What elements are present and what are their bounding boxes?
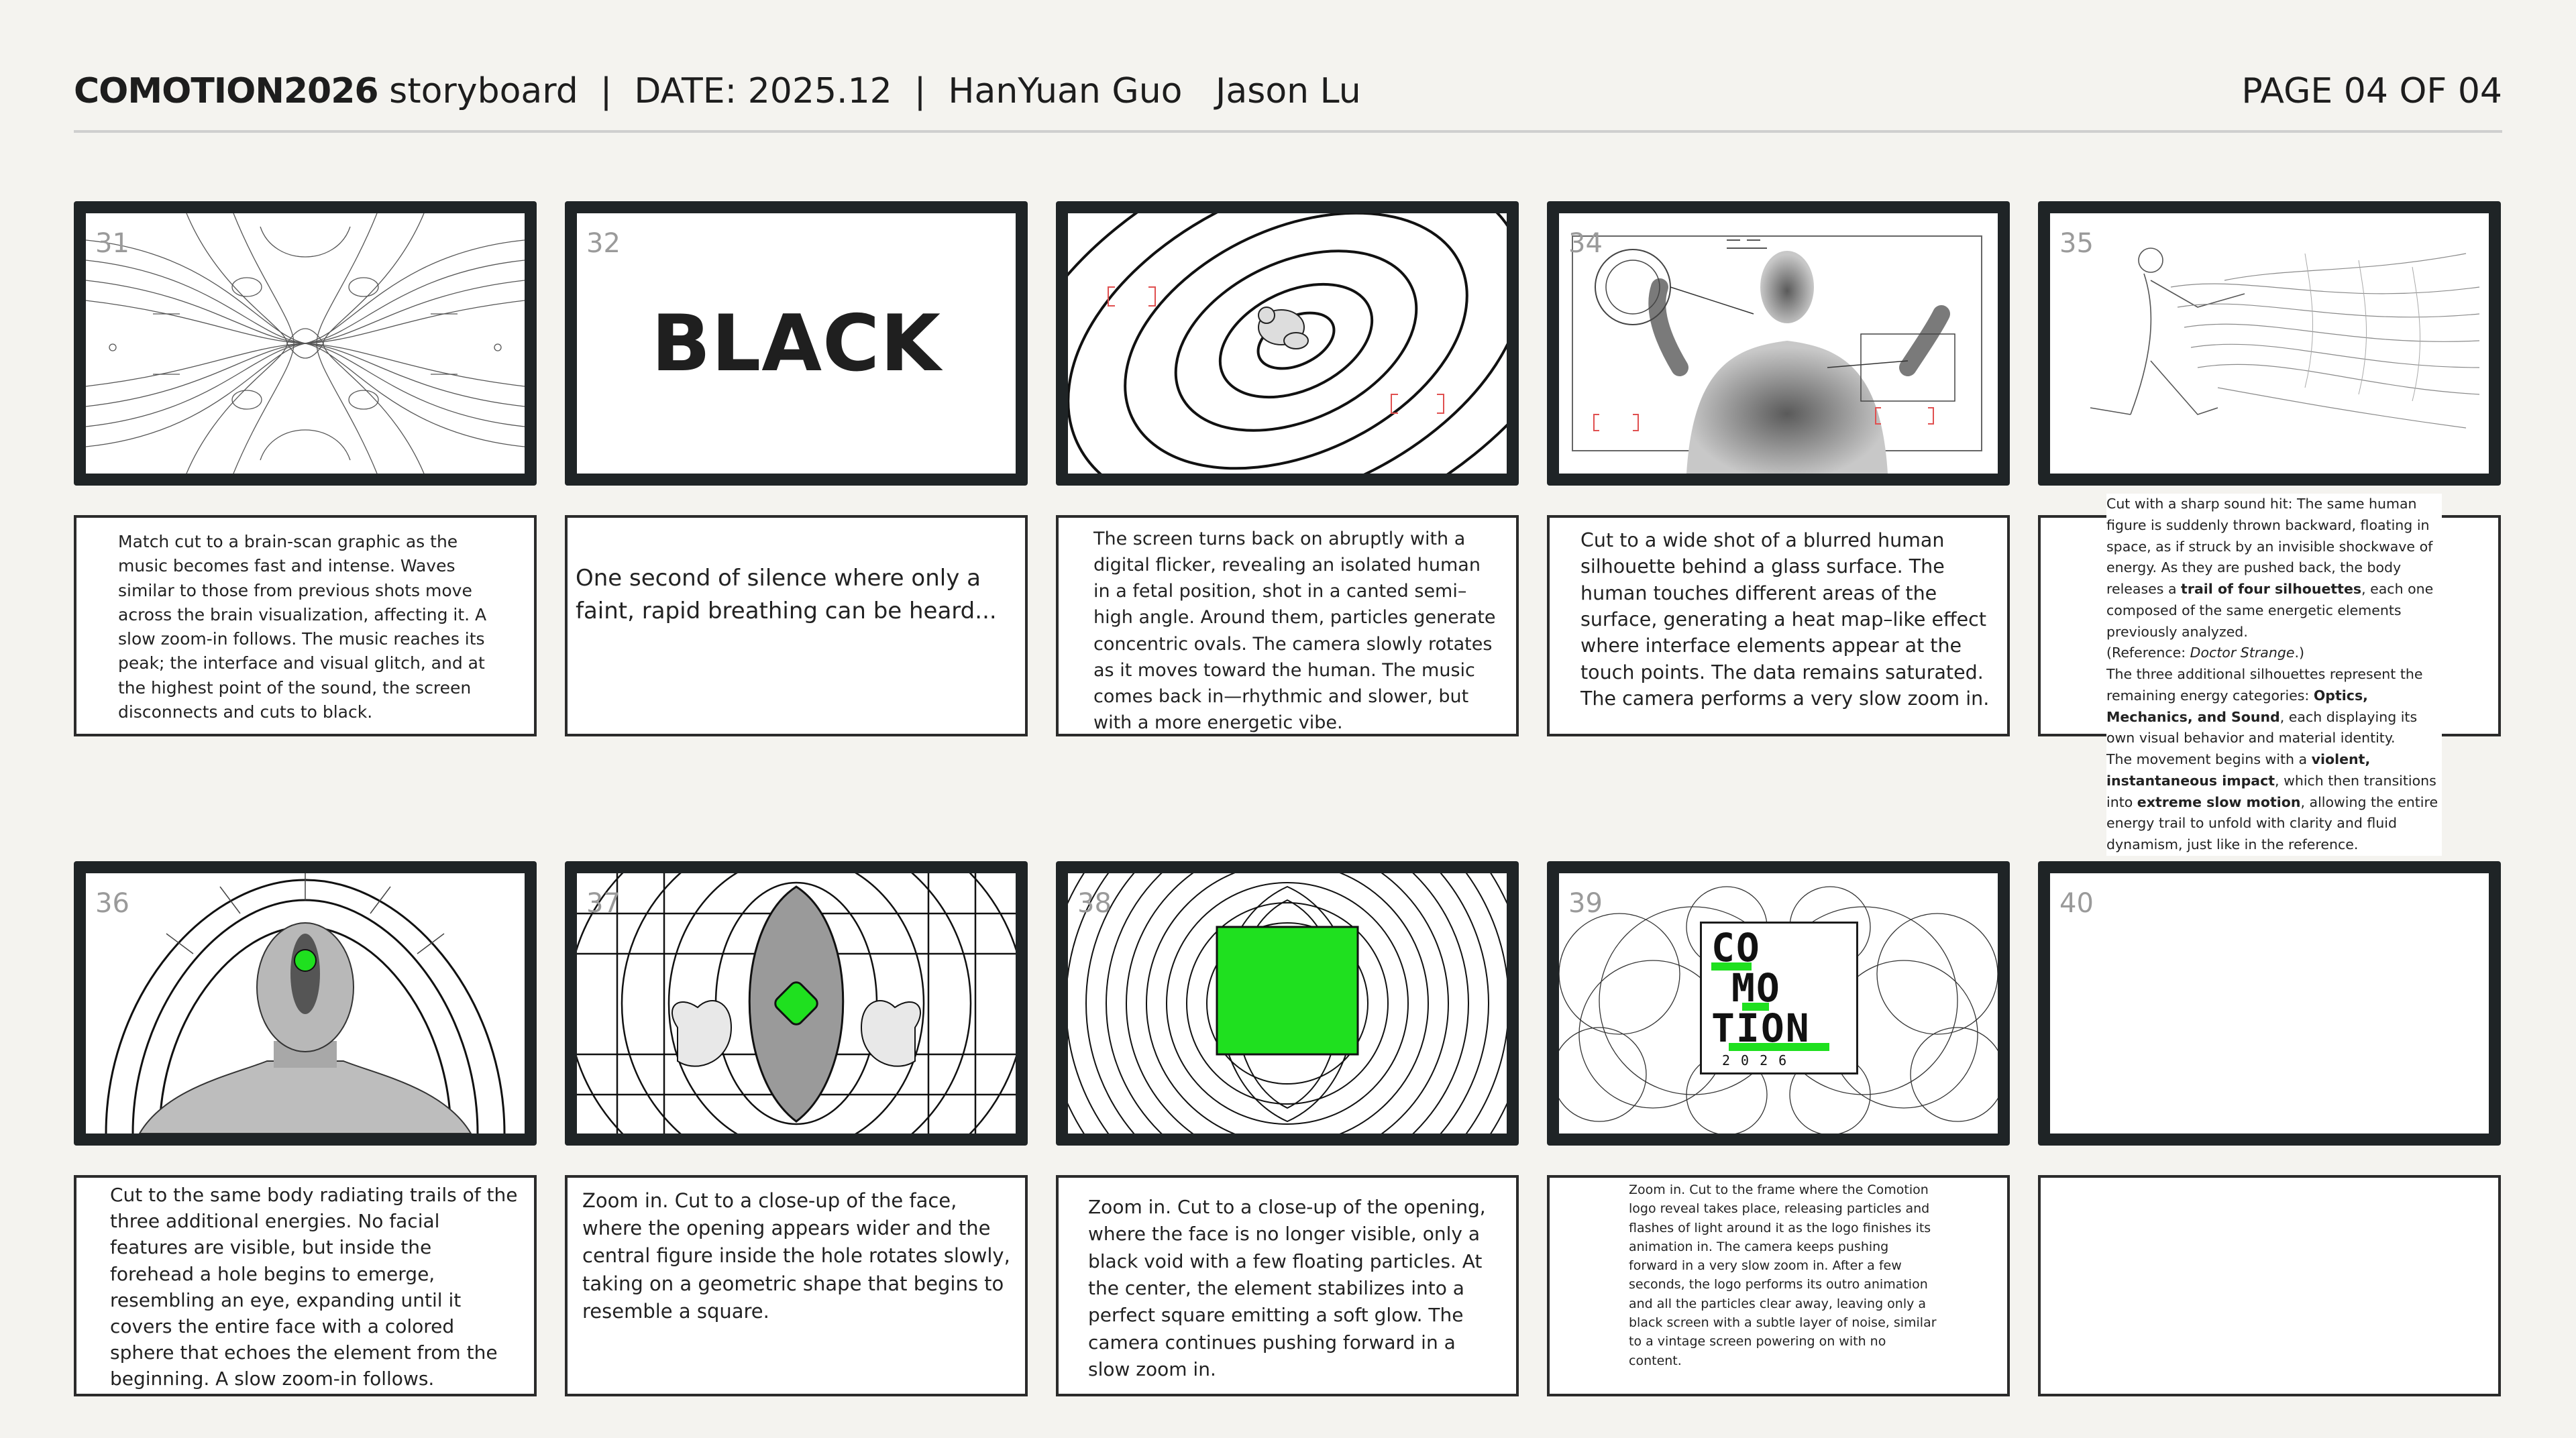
panel-32-caption [565,515,1028,736]
panel-number: 32 [586,228,621,259]
panel-36-frame [74,861,537,1146]
panel-35-frame [2038,201,2501,486]
panel-number: 39 [1568,888,1603,919]
panel-number: 35 [2059,228,2094,259]
panel-34-caption [1547,515,2010,736]
panel-36-screen [86,873,525,1133]
panel-36-caption [74,1175,537,1396]
panel-37-caption [565,1175,1028,1396]
panel-37-screen [577,873,1016,1133]
panel-40-frame [2038,861,2501,1146]
face-opening-illustration [577,873,1016,1133]
panel-number: 40 [2059,888,2094,919]
panel-37-frame [565,861,1028,1146]
panel-35-caption-text: Cut with a sharp sound hit: The same human figure is suddenly thrown backward, floating in space, as if struck by an invisible shockwave of energy. As they are pushed back, the body releases a trail of four silhouettes, each one composed of the same energetic elements previously analyzed. (Reference: Doctor Strange.) The three additional silhouettes represent the remaining energy categories: Optics, Mechanics, and Sound, each displaying its own visual behavior and material identity. The movement begins with a violent, instantaneous impact, which then transitions into extreme slow motion, allowing the entire energy trail to unfold with clarity and fluid dynamism, just like in the reference. [2106,494,2442,856]
caption-text: Match cut to a brain-scan graphic as the music becomes fast and intense. Waves similar to those from previous shots move across the brain visualization, affecting it. A slow zoom-in follows. The music reaches its peak; the interface and visual glitch, and at the highest point of the sound, the screen disconnects and cuts to black. [118,532,487,722]
panel-39-screen [1559,873,1998,1133]
project-brand: COMOTION2026 [74,71,378,111]
caption-text: Zoom in. Cut to a close-up of the face, where the opening appears wider and the central figure inside the hole rotates slowly, taking on a geometric shape that begins to resemble a square. [582,1189,1010,1323]
panel-number: 34 [1568,228,1603,259]
logo-line-3: TION [1711,1005,1811,1051]
header-left [74,71,1361,111]
panel-number: 38 [1077,888,1112,919]
panel-38-frame [1056,861,1519,1146]
panel-35-screen [2050,213,2489,474]
caption-text: Cut to a wide shot of a blurred human silhouette behind a glass surface. The human touches different areas of the surface, generating a heat map–like effect where interface elements appear at the touch points. The data remains saturated. The camera performs a very slow zoom in. [1580,529,1990,710]
silhouette-glass-illustration [1559,213,1998,474]
header-divider [74,130,2502,133]
panel-40-caption [2038,1175,2501,1396]
panel-34-frame [1547,201,2010,486]
panel-34-screen [1559,213,1998,474]
panel-31-screen [86,213,525,474]
caption-text: One second of silence where only a faint, rapid breathing can be heard... [576,565,997,624]
panel-31-caption [74,515,537,736]
page-number: PAGE 04 OF 04 [2241,71,2502,111]
brain-scan-illustration [86,213,525,474]
caption-text: Cut to the same body radiating trails of the three additional energies. No facial features are visible, but inside the forehead a hole begins to emerge, resembling an eye, expanding until it covers the entire face with a colored sphere that echoes the element from the beginning. A slow zoom-in follows. [110,1184,518,1390]
panel-32-screen [577,213,1016,474]
figure-trails-illustration [2050,213,2489,474]
comotion-logo [1700,922,1858,1074]
caption-text: Zoom in. Cut to a close-up of the opening, where the face is no longer visible, only a black void with a few floating particles. At the center, the element stabilizes into a perfect square emitting a soft glow. The camera continues pushing forward in a slow zoom in. [1088,1196,1486,1380]
panel-number: 36 [95,888,129,919]
panel-number: 31 [95,228,129,259]
fetal-human-ovals-illustration [1068,213,1507,474]
panel-33-caption [1056,515,1519,736]
panel-33-frame [1056,201,1519,486]
logo-year: 2026 [1722,1052,1798,1068]
caption-text: Zoom in. Cut to the frame where the Comotion logo reveal takes place, releasing particles and flashes of light around it as the logo finishes its animation in. The camera keeps pushing forward in a very slow zoom in. After a few seconds, the logo performs its outro animation and all the particles clear away, leaving only a black screen with a subtle layer of noise, similar to a vintage screen powering on with no content. [1629,1182,1937,1368]
panel-32-frame [565,201,1028,486]
panel-31-frame [74,201,537,486]
header-title: storyboard | DATE: 2025.12 | HanYuan Guo Jason Lu [378,71,1361,111]
logo-line-2: MO [1731,965,1781,1011]
black-card-text: BLACK [651,298,942,389]
panel-38-screen [1068,873,1507,1133]
logo-line-1: CO [1711,925,1761,971]
panel-39-caption [1547,1175,2010,1396]
panel-40-screen [2050,873,2489,1133]
panel-33-screen [1068,213,1507,474]
page-header [74,64,2502,118]
caption-text: The screen turns back on abruptly with a digital flicker, revealing an isolated human in a fetal position, shot in a canted semi–high angle. Around them, particles generate concentric ovals. The camera slowly rotates as it moves toward the human. The music comes back in—rhythmic and slower, but with a more energetic vibe. [1093,529,1496,733]
green-square-illustration [1068,873,1507,1133]
panel-number: 37 [586,888,621,919]
panel-39-frame [1547,861,2010,1146]
body-forehead-hole-illustration [86,873,525,1133]
panel-38-caption [1056,1175,1519,1396]
